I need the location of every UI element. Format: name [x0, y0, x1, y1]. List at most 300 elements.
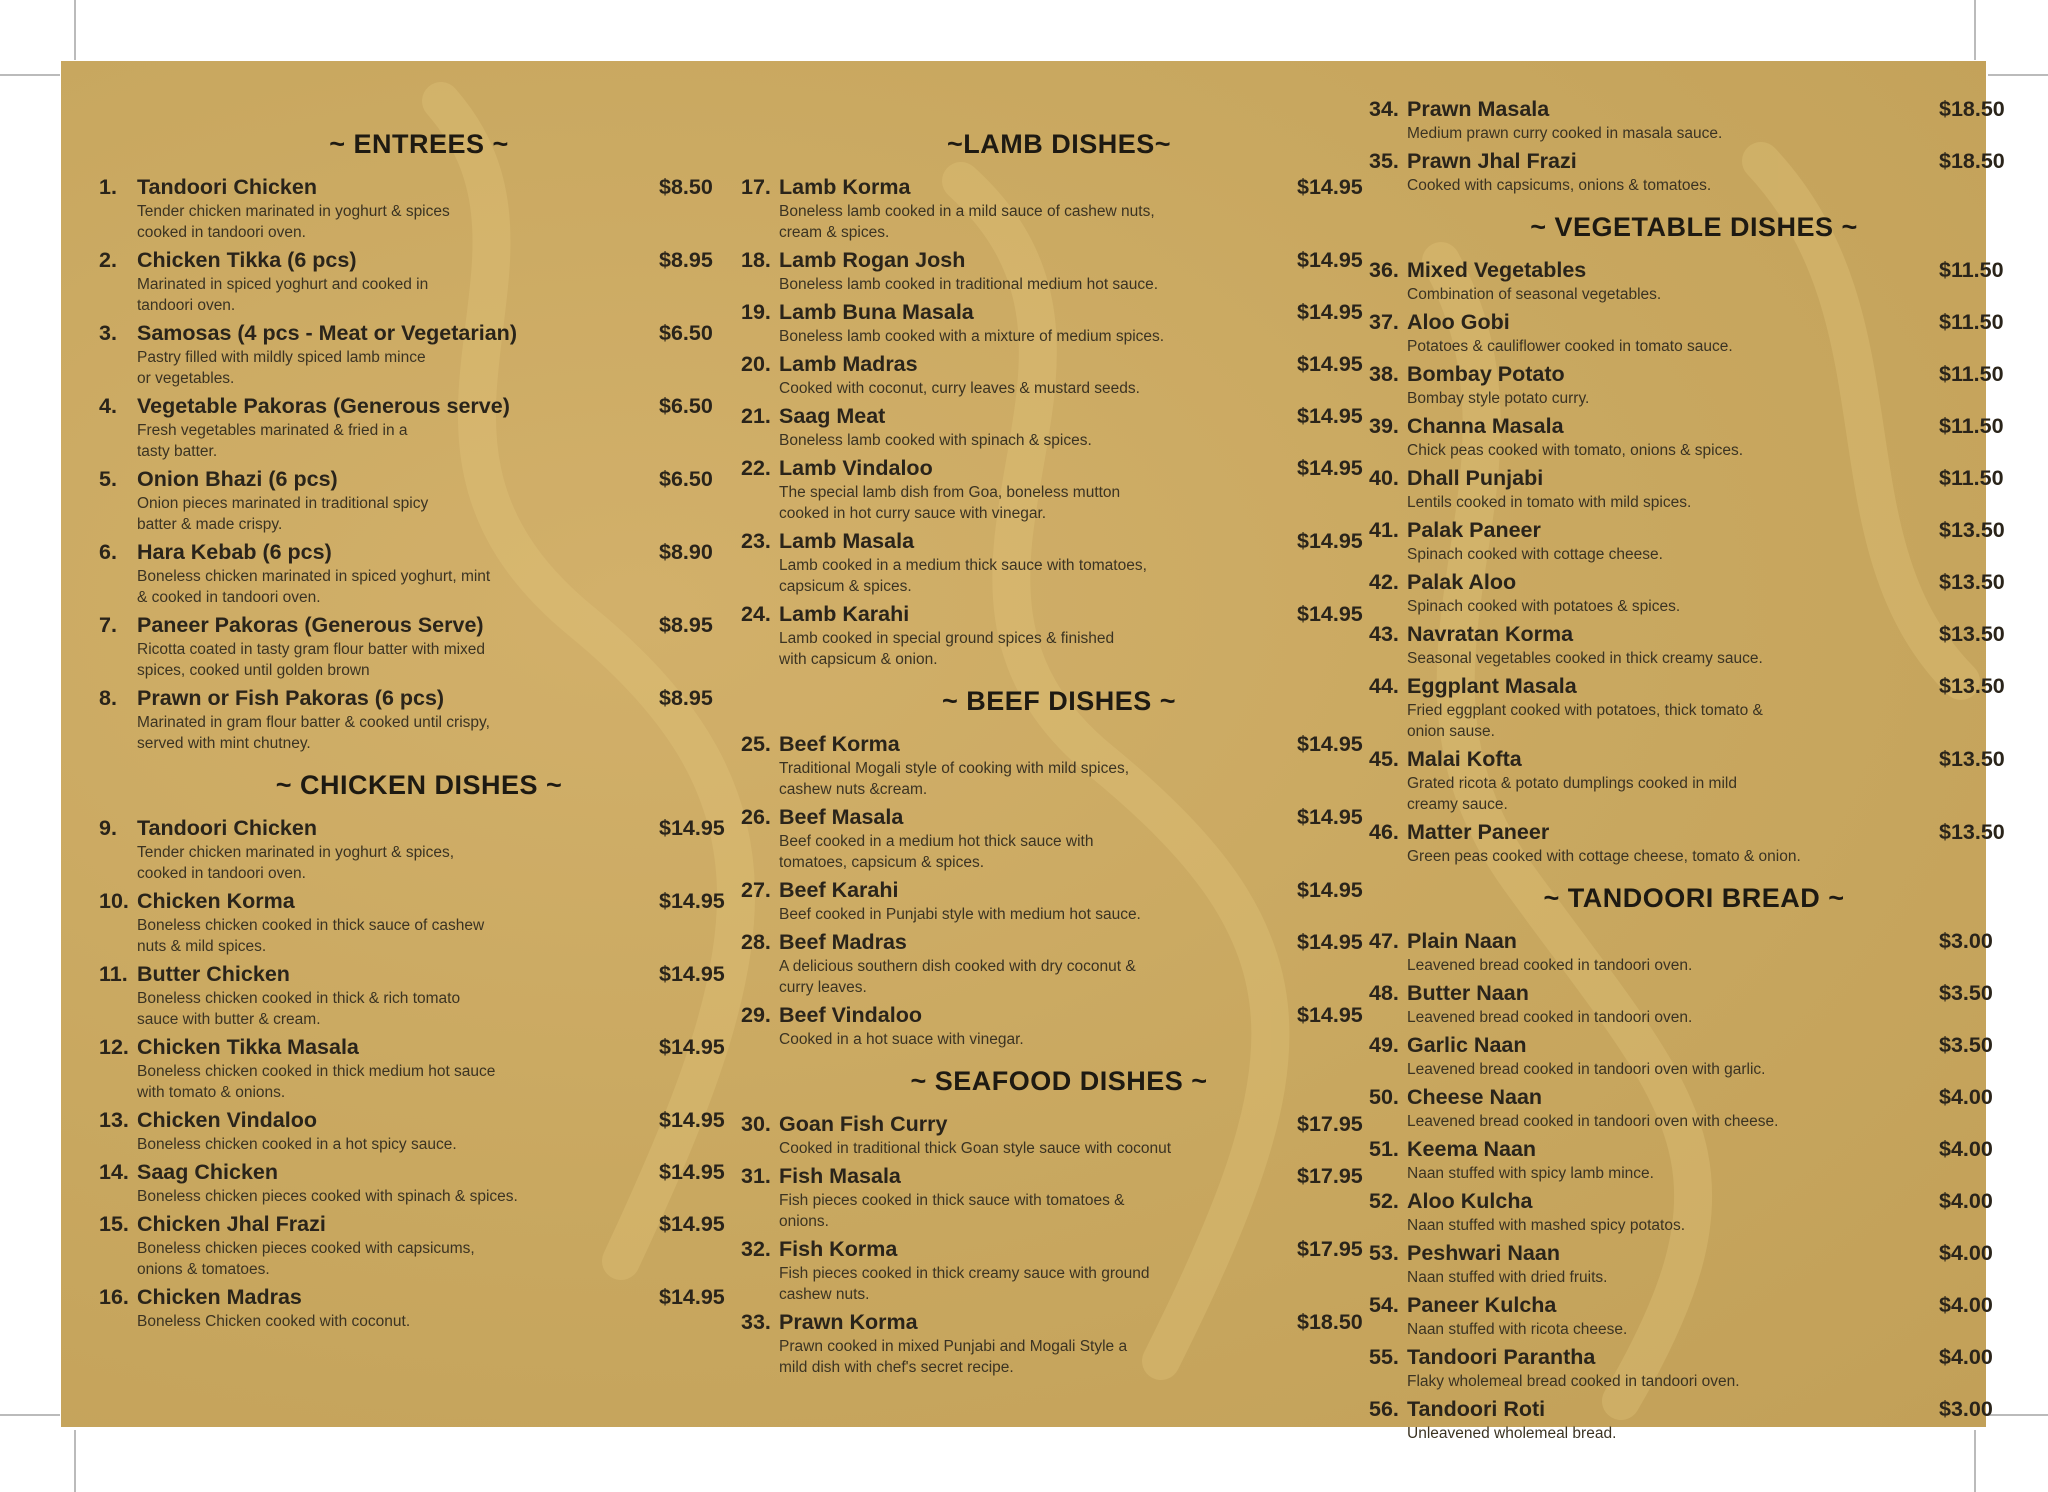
menu-item-header — [99, 815, 739, 842]
item-price: $11.50 — [1939, 362, 2004, 386]
item-name: Saag Meat — [779, 404, 886, 428]
crop-mark — [1974, 0, 1976, 60]
item-number: 55. — [1369, 1345, 1399, 1369]
item-name: Chicken Korma — [137, 889, 295, 913]
menu-item-header — [1369, 309, 2019, 336]
item-description: Leavened bread cooked in tandoori oven. — [1407, 957, 1693, 974]
item-number: 50. — [1369, 1085, 1399, 1109]
menu-item-header — [1369, 361, 2019, 388]
item-price: $14.95 — [1297, 248, 1363, 272]
menu-item-header — [741, 455, 1377, 482]
menu-item — [741, 929, 1377, 998]
menu-item-header — [99, 320, 739, 347]
menu-item — [1369, 1188, 2019, 1236]
item-number: 33. — [741, 1310, 771, 1334]
menu-item-header — [1369, 1240, 2019, 1267]
item-price: $14.95 — [659, 1160, 725, 1184]
item-price: $13.50 — [1939, 570, 2005, 594]
menu-item-header — [741, 247, 1377, 274]
item-price: $14.95 — [1297, 805, 1363, 829]
item-price: $3.00 — [1939, 929, 1993, 953]
crop-mark — [0, 74, 60, 76]
item-price: $14.95 — [1297, 175, 1363, 199]
item-price: $13.50 — [1939, 820, 2005, 844]
item-description: Boneless chicken pieces cooked with capsicums, onions & tomatoes. — [137, 1240, 475, 1278]
item-description: Tender chicken marinated in yoghurt & spices, cooked in tandoori oven. — [137, 844, 455, 882]
item-number: 8. — [99, 686, 117, 710]
item-description: Marinated in gram flour batter & cooked until crispy, served with mint chutney. — [137, 714, 490, 752]
menu-column-3 — [1369, 96, 2019, 1448]
item-name: Lamb Buna Masala — [779, 300, 974, 324]
menu-item-header — [1369, 1032, 2019, 1059]
item-name: Garlic Naan — [1407, 1033, 1527, 1057]
menu-item — [1369, 569, 2019, 617]
menu-item — [1369, 257, 2019, 305]
item-name: Chicken Vindaloo — [137, 1108, 317, 1132]
crop-mark — [1988, 74, 2048, 76]
item-description: Traditional Mogali style of cooking with mild spices, cashew nuts &cream. — [779, 760, 1130, 798]
item-description: Leavened bread cooked in tandoori oven with garlic. — [1407, 1061, 1766, 1078]
item-name: Eggplant Masala — [1407, 674, 1577, 698]
item-description: Flaky wholemeal bread cooked in tandoori oven. — [1407, 1373, 1740, 1390]
item-number: 52. — [1369, 1189, 1399, 1213]
menu-item — [99, 539, 739, 608]
item-number: 17. — [741, 175, 771, 199]
menu-item-header — [99, 1159, 739, 1186]
item-description: Fried eggplant cooked with potatoes, thick tomato & onion sause. — [1407, 702, 1763, 740]
menu-item-header — [1369, 1084, 2019, 1111]
item-price: $14.95 — [1297, 404, 1363, 428]
item-description: Leavened bread cooked in tandoori oven with cheese. — [1407, 1113, 1779, 1130]
item-description: Boneless Chicken cooked with coconut. — [137, 1313, 411, 1330]
item-price: $8.50 — [659, 175, 713, 199]
item-description: Green peas cooked with cottage cheese, tomato & onion. — [1407, 848, 1801, 865]
menu-item-header — [1369, 621, 2019, 648]
menu-item — [1369, 1344, 2019, 1392]
section-heading: ~ TANDOORI BREAD ~ — [1543, 883, 1845, 913]
item-name: Matter Paneer — [1407, 820, 1550, 844]
menu-item-header — [1369, 1292, 2019, 1319]
item-name: Malai Kofta — [1407, 747, 1522, 771]
item-description: Lentils cooked in tomato with mild spices. — [1407, 494, 1692, 511]
item-price: $8.95 — [659, 248, 713, 272]
item-number: 16. — [99, 1285, 129, 1309]
item-price: $4.00 — [1939, 1085, 1993, 1109]
item-price: $6.50 — [659, 394, 713, 418]
item-name: Lamb Masala — [779, 529, 915, 553]
item-price: $6.50 — [659, 321, 713, 345]
item-description: Chick peas cooked with tomato, onions & spices. — [1407, 442, 1744, 459]
item-price: $11.50 — [1939, 310, 2004, 334]
item-description: A delicious southern dish cooked with dry coconut & curry leaves. — [779, 958, 1136, 996]
item-name: Hara Kebab (6 pcs) — [137, 540, 332, 564]
item-name: Mixed Vegetables — [1407, 258, 1587, 282]
menu-item — [741, 1236, 1377, 1305]
item-price: $17.95 — [1297, 1237, 1363, 1261]
item-price: $14.95 — [1297, 930, 1363, 954]
item-description: Leavened bread cooked in tandoori oven. — [1407, 1009, 1693, 1026]
item-name: Fish Masala — [779, 1164, 901, 1188]
item-number: 22. — [741, 456, 771, 480]
item-number: 27. — [741, 878, 771, 902]
item-price: $14.95 — [659, 962, 725, 986]
item-description: Boneless lamb cooked with spinach & spices. — [779, 432, 1092, 449]
item-name: Chicken Madras — [137, 1285, 302, 1309]
menu-item-header — [741, 804, 1377, 831]
menu-item-header — [1369, 148, 2019, 175]
item-price: $4.00 — [1939, 1137, 1993, 1161]
item-price: $14.95 — [659, 1035, 725, 1059]
item-name: Lamb Korma — [779, 175, 911, 199]
item-description: Seasonal vegetables cooked in thick creamy sauce. — [1407, 650, 1763, 667]
item-description: Pastry filled with mildly spiced lamb mince or vegetables. — [137, 349, 426, 387]
item-price: $14.95 — [1297, 878, 1363, 902]
item-description: Boneless lamb cooked in a mild sauce of cashew nuts, cream & spices. — [779, 203, 1155, 241]
menu-item — [99, 320, 739, 389]
menu-item — [741, 877, 1377, 925]
item-name: Prawn or Fish Pakoras (6 pcs) — [137, 686, 445, 710]
section-heading: ~ SEAFOOD DISHES ~ — [910, 1066, 1208, 1096]
item-number: 30. — [741, 1112, 771, 1136]
item-name: Navratan Korma — [1407, 622, 1574, 646]
item-name: Palak Paneer — [1407, 518, 1541, 542]
item-name: Keema Naan — [1407, 1137, 1537, 1161]
item-price: $13.50 — [1939, 622, 2005, 646]
menu-item-header — [1369, 1396, 2019, 1423]
item-price: $8.95 — [659, 686, 713, 710]
item-name: Chicken Jhal Frazi — [137, 1212, 326, 1236]
menu-item — [1369, 517, 2019, 565]
item-name: Plain Naan — [1407, 929, 1517, 953]
menu-item-header — [1369, 413, 2019, 440]
menu-item — [99, 247, 739, 316]
item-number: 14. — [99, 1160, 129, 1184]
item-number: 53. — [1369, 1241, 1399, 1265]
item-number: 51. — [1369, 1137, 1399, 1161]
menu-item-header — [1369, 980, 2019, 1007]
item-description: Cooked in traditional thick Goan style sauce with coconut — [779, 1140, 1172, 1157]
item-name: Peshwari Naan — [1407, 1241, 1560, 1265]
item-number: 48. — [1369, 981, 1399, 1005]
item-description: Cooked with capsicums, onions & tomatoes. — [1407, 177, 1712, 194]
item-name: Saag Chicken — [137, 1160, 278, 1184]
item-description: Bombay style potato curry. — [1407, 390, 1590, 407]
menu-item — [99, 961, 739, 1030]
item-price: $11.50 — [1939, 466, 2004, 490]
item-number: 36. — [1369, 258, 1399, 282]
item-number: 45. — [1369, 747, 1399, 771]
item-number: 6. — [99, 540, 117, 564]
menu-item — [1369, 819, 2019, 867]
item-name: Beef Masala — [779, 805, 904, 829]
item-name: Channa Masala — [1407, 414, 1564, 438]
item-description: Boneless chicken cooked in a hot spicy sauce. — [137, 1136, 457, 1153]
item-description: Boneless chicken pieces cooked with spinach & spices. — [137, 1188, 518, 1205]
item-name: Onion Bhazi (6 pcs) — [137, 467, 338, 491]
item-price: $14.95 — [1297, 529, 1363, 553]
item-price: $8.90 — [659, 540, 713, 564]
item-name: Paneer Pakoras (Generous Serve) — [137, 613, 484, 637]
item-description: Lamb cooked in special ground spices & finished with capsicum & onion. — [779, 630, 1115, 668]
menu-item — [1369, 621, 2019, 669]
item-number: 7. — [99, 613, 117, 637]
item-description: Boneless lamb cooked in traditional medium hot sauce. — [779, 276, 1159, 293]
item-number: 39. — [1369, 414, 1399, 438]
menu-item-header — [741, 1002, 1377, 1029]
item-number: 20. — [741, 352, 771, 376]
menu-item — [1369, 928, 2019, 976]
item-price: $18.50 — [1939, 97, 2005, 121]
menu-item-header — [741, 1163, 1377, 1190]
item-name: Tandoori Chicken — [137, 175, 317, 199]
menu-item-header — [99, 685, 739, 712]
menu-item — [99, 174, 739, 243]
menu-item — [1369, 980, 2019, 1028]
item-description: Potatoes & cauliflower cooked in tomato sauce. — [1407, 338, 1733, 355]
item-number: 15. — [99, 1212, 129, 1236]
item-number: 46. — [1369, 820, 1399, 844]
item-number: 4. — [99, 394, 117, 418]
menu-item — [741, 601, 1377, 670]
item-number: 31. — [741, 1164, 771, 1188]
menu-item-header — [99, 539, 739, 566]
item-name: Samosas (4 pcs - Meat or Vegetarian) — [137, 321, 517, 345]
item-number: 42. — [1369, 570, 1399, 594]
item-number: 19. — [741, 300, 771, 324]
item-description: Boneless lamb cooked with a mixture of medium spices. — [779, 328, 1165, 345]
menu-item-header — [1369, 746, 2019, 773]
menu-item — [99, 815, 739, 884]
item-number: 5. — [99, 467, 117, 491]
item-price: $8.95 — [659, 613, 713, 637]
item-description: Ricotta coated in tasty gram flour batter with mixed spices, cooked until golden brown — [137, 641, 486, 679]
item-description: Fish pieces cooked in thick sauce with tomatoes & onions. — [779, 1192, 1125, 1230]
item-number: 34. — [1369, 97, 1399, 121]
crop-mark — [0, 1414, 60, 1416]
item-number: 38. — [1369, 362, 1399, 386]
menu-item — [1369, 1240, 2019, 1288]
item-price: $14.95 — [659, 1108, 725, 1132]
menu-item — [1369, 1292, 2019, 1340]
item-price: $14.95 — [659, 1212, 725, 1236]
item-price: $14.95 — [1297, 732, 1363, 756]
item-number: 47. — [1369, 929, 1399, 953]
item-number: 56. — [1369, 1397, 1399, 1421]
item-price: $4.00 — [1939, 1189, 1993, 1213]
item-description: Grated ricota & potato dumplings cooked in mild creamy sauce. — [1407, 775, 1737, 813]
menu-item-header — [99, 888, 739, 915]
menu-item — [99, 1034, 739, 1103]
item-number: 25. — [741, 732, 771, 756]
menu-item-header — [1369, 569, 2019, 596]
menu-item — [1369, 1136, 2019, 1184]
item-price: $14.95 — [659, 816, 725, 840]
menu-item — [1369, 309, 2019, 357]
menu-item-header — [1369, 257, 2019, 284]
menu-item-header — [741, 1236, 1377, 1263]
menu-item-header — [1369, 1344, 2019, 1371]
menu-item — [99, 1107, 739, 1155]
item-price: $14.95 — [659, 1285, 725, 1309]
menu-item-header — [741, 601, 1377, 628]
item-description: Naan stuffed with spicy lamb mince. — [1407, 1165, 1654, 1182]
item-number: 49. — [1369, 1033, 1399, 1057]
item-name: Palak Aloo — [1407, 570, 1517, 594]
item-number: 18. — [741, 248, 771, 272]
menu-item-header — [741, 929, 1377, 956]
item-description: Prawn cooked in mixed Punjabi and Mogali Style a mild dish with chef's secret recipe. — [779, 1338, 1128, 1376]
item-description: Naan stuffed with mashed spicy potatos. — [1407, 1217, 1686, 1234]
item-name: Prawn Korma — [779, 1310, 918, 1334]
menu-item — [741, 804, 1377, 873]
item-price: $18.50 — [1939, 149, 2005, 173]
menu-item — [1369, 96, 2019, 144]
section-heading: ~LAMB DISHES~ — [946, 129, 1172, 159]
menu-item-header — [99, 174, 739, 201]
item-price: $14.95 — [659, 889, 725, 913]
menu-column-1 — [99, 117, 739, 1336]
item-name: Lamb Karahi — [779, 602, 910, 626]
menu-item — [1369, 673, 2019, 742]
item-number: 23. — [741, 529, 771, 553]
menu-item-header — [741, 528, 1377, 555]
menu-item-header — [1369, 673, 2019, 700]
item-number: 32. — [741, 1237, 771, 1261]
item-description: Combination of seasonal vegetables. — [1407, 286, 1662, 303]
menu-item-header — [741, 1309, 1377, 1336]
item-price: $18.50 — [1297, 1310, 1363, 1334]
item-number: 12. — [99, 1035, 129, 1059]
item-name: Lamb Rogan Josh — [779, 248, 966, 272]
menu-item — [741, 1163, 1377, 1232]
menu-item — [1369, 361, 2019, 409]
item-name: Lamb Madras — [779, 352, 918, 376]
item-price: $4.00 — [1939, 1345, 1993, 1369]
menu-item-header — [741, 877, 1377, 904]
item-number: 10. — [99, 889, 129, 913]
menu-item — [1369, 413, 2019, 461]
item-number: 54. — [1369, 1293, 1399, 1317]
menu-item-header — [1369, 819, 2019, 846]
item-price: $14.95 — [1297, 1003, 1363, 1027]
menu-item — [741, 403, 1377, 451]
item-price: $13.50 — [1939, 674, 2005, 698]
item-name: Beef Vindaloo — [779, 1003, 922, 1027]
item-description: Naan stuffed with dried fruits. — [1407, 1269, 1608, 1286]
item-price: $14.95 — [1297, 300, 1363, 324]
menu-item — [741, 731, 1377, 800]
item-description: Naan stuffed with ricota cheese. — [1407, 1321, 1628, 1338]
item-price: $4.00 — [1939, 1293, 1993, 1317]
menu-item — [1369, 1084, 2019, 1132]
menu-item-header — [741, 1111, 1377, 1138]
item-number: 11. — [99, 962, 128, 986]
item-description: Boneless chicken cooked in thick medium hot sauce with tomato & onions. — [137, 1063, 496, 1101]
menu-item-header — [99, 612, 739, 639]
item-name: Butter Naan — [1407, 981, 1529, 1005]
item-number: 3. — [99, 321, 117, 345]
item-description: Unleavened wholemeal bread. — [1407, 1425, 1617, 1442]
item-number: 21. — [741, 404, 771, 428]
menu-item — [99, 1159, 739, 1207]
item-description: Cooked with coconut, curry leaves & mustard seeds. — [779, 380, 1140, 397]
item-description: Cooked in a hot suace with vinegar. — [779, 1031, 1024, 1048]
menu-item-header — [741, 351, 1377, 378]
item-description: Spinach cooked with cottage cheese. — [1407, 546, 1663, 563]
menu-item — [741, 455, 1377, 524]
item-price: $4.00 — [1939, 1241, 1993, 1265]
item-description: Lamb cooked in a medium thick sauce with tomatoes, capsicum & spices. — [779, 557, 1147, 595]
item-price: $14.95 — [1297, 456, 1363, 480]
menu-item — [741, 528, 1377, 597]
item-name: Lamb Vindaloo — [779, 456, 933, 480]
item-name: Tandoori Roti — [1407, 1397, 1546, 1421]
menu-item-header — [99, 247, 739, 274]
menu-item — [1369, 1032, 2019, 1080]
item-description: Boneless chicken cooked in thick & rich tomato sauce with butter & cream. — [137, 990, 461, 1028]
menu-item — [741, 1002, 1377, 1050]
menu-item — [99, 685, 739, 754]
item-name: Chicken Tikka (6 pcs) — [137, 248, 357, 272]
section-heading: ~ ENTREES ~ — [329, 129, 509, 159]
item-description: Fish pieces cooked in thick creamy sauce with ground cashew nuts. — [779, 1265, 1150, 1303]
menu-item — [741, 1111, 1377, 1159]
item-description: Beef cooked in a medium hot thick sauce with tomatoes, capsicum & spices. — [779, 833, 1094, 871]
section-heading: ~ BEEF DISHES ~ — [941, 686, 1177, 716]
item-description: Fresh vegetables marinated & fried in a tasty batter. — [137, 422, 408, 460]
menu-item — [1369, 746, 2019, 815]
menu-item-header — [99, 393, 739, 420]
item-number: 40. — [1369, 466, 1399, 490]
menu-item-header — [1369, 465, 2019, 492]
item-description: Onion pieces marinated in traditional spicy batter & made crispy. — [137, 495, 429, 533]
menu-item-header — [99, 466, 739, 493]
menu-item — [99, 612, 739, 681]
item-number: 43. — [1369, 622, 1399, 646]
item-number: 28. — [741, 930, 771, 954]
menu-item — [1369, 1396, 2019, 1444]
item-description: Boneless chicken cooked in thick sauce of cashew nuts & mild spices. — [137, 917, 485, 955]
item-name: Prawn Jhal Frazi — [1407, 149, 1577, 173]
menu-item — [741, 299, 1377, 347]
menu-item — [99, 1211, 739, 1280]
item-number: 29. — [741, 1003, 771, 1027]
menu-item — [741, 174, 1377, 243]
item-number: 1. — [99, 175, 117, 199]
item-price: $17.95 — [1297, 1112, 1363, 1136]
item-description: Medium prawn curry cooked in masala sauce. — [1407, 125, 1723, 142]
item-description: Spinach cooked with potatoes & spices. — [1407, 598, 1681, 615]
menu-item — [741, 1309, 1377, 1378]
section-heading: ~ VEGETABLE DISHES ~ — [1530, 212, 1858, 242]
menu-item — [741, 247, 1377, 295]
menu-item-header — [1369, 1136, 2019, 1163]
crop-mark — [74, 0, 76, 60]
item-name: Prawn Masala — [1407, 97, 1550, 121]
item-description: Beef cooked in Punjabi style with medium hot sauce. — [779, 906, 1141, 923]
item-price: $11.50 — [1939, 414, 2004, 438]
item-price: $11.50 — [1939, 258, 2004, 282]
item-name: Aloo Kulcha — [1407, 1189, 1533, 1213]
item-name: Dhall Punjabi — [1407, 466, 1544, 490]
item-number: 9. — [99, 816, 117, 840]
menu-item-header — [99, 961, 739, 988]
menu-item-header — [1369, 1188, 2019, 1215]
item-price: $13.50 — [1939, 747, 2005, 771]
item-number: 24. — [741, 602, 771, 626]
item-price: $14.95 — [1297, 352, 1363, 376]
item-price: $14.95 — [1297, 602, 1363, 626]
